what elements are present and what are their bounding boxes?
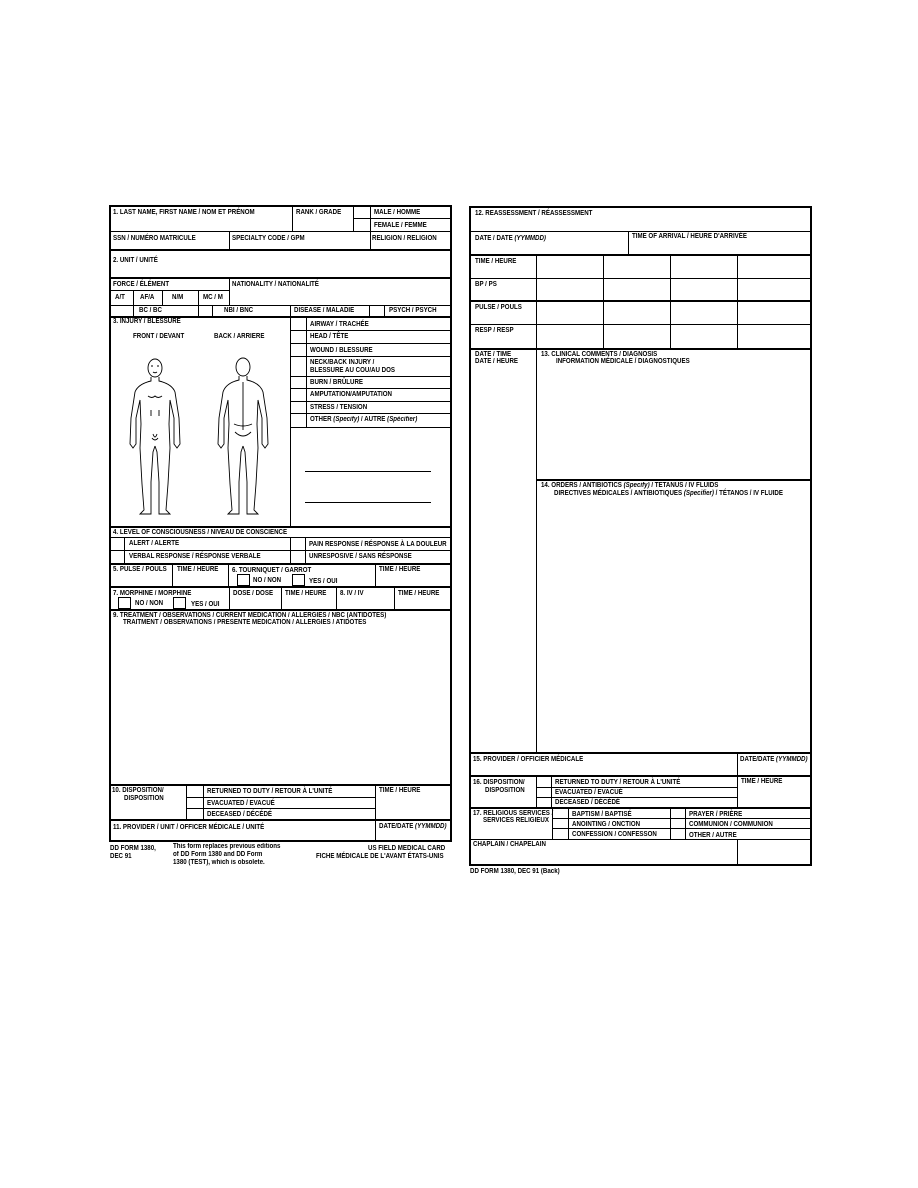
consciousness-label: 4. LEVEL OF CONSCIOUSNESS / NIVEAU DE CONSCIENCE: [113, 529, 288, 536]
orders-label: 14. ORDERS / ANTIBIOTICS (Specify) / TETANUS / IV FLUIDS: [541, 482, 719, 489]
back-view-label: BACK / ARRIERE: [214, 333, 265, 340]
date-time-label: DATE / TIME: [475, 351, 512, 358]
unit-label: 2. UNIT / UNITÉ: [113, 257, 158, 264]
back-provider-label: 15. PROVIDER / OFFICIER MÉDICALE: [473, 756, 584, 763]
back-disposition-label-fr: DISPOSITION: [485, 787, 525, 794]
treatment-area[interactable]: [110, 628, 451, 783]
vitals-resp-label: RESP / RESP: [475, 327, 514, 334]
disease-option[interactable]: DISEASE / MALADIE: [294, 307, 355, 314]
morphine-yes-label: YES / OUI: [191, 601, 220, 608]
chaplain-label: CHAPLAIN / CHAPELAIN: [473, 841, 546, 848]
ssn-label: SSN / NUMÉRO MATRICULE: [113, 235, 196, 242]
other-specify-line-1[interactable]: [305, 471, 431, 472]
treatment-label-fr: TRAITMENT / OBSERVATIONS / PRESENTE MEDICATION / ALLERGIES / ATIDOTES: [123, 619, 367, 626]
provider-date-label: DATE/DATE (YYMMDD): [379, 823, 447, 830]
injury-head[interactable]: HEAD / TÊTE: [310, 333, 349, 340]
vitals-pulse-label: PULSE / POULS: [475, 304, 522, 311]
bc-option[interactable]: BC / BC: [139, 307, 162, 314]
back-disp-time-label: TIME / HEURE: [741, 778, 783, 785]
rel-communion[interactable]: COMMUNION / COMMUNION: [689, 821, 773, 828]
other-specify-line-2[interactable]: [305, 502, 431, 503]
injury-label: 3. INJURY / BLESSURE: [113, 318, 181, 325]
nationality-label: NATIONALITY / NATIONALITÉ: [232, 281, 319, 288]
injury-stress[interactable]: STRESS / TENSION: [310, 404, 368, 411]
back-provider-date-label: DATE/DATE (YYMMDD): [740, 756, 808, 763]
rank-label: RANK / GRADE: [296, 209, 342, 216]
injury-amputation[interactable]: AMPUTATION/AMPUTATION: [310, 391, 393, 398]
last-name-label: 1. LAST NAME, FIRST NAME / NOM ET PRÉNOM: [113, 209, 255, 216]
morphine-no-checkbox[interactable]: [118, 597, 131, 609]
female-option[interactable]: FEMALE / FEMME: [374, 222, 427, 229]
nbi-option[interactable]: NBI / BNC: [224, 307, 254, 314]
mcm-option[interactable]: MC / M: [203, 294, 223, 301]
clinical-comments-area[interactable]: [537, 368, 811, 479]
back-disp-evacuated[interactable]: EVACUATED / EVACUÉ: [555, 789, 623, 796]
at-option[interactable]: A/T: [115, 294, 125, 301]
dose-label: DOSE / DOSE: [233, 590, 274, 597]
loc-unresponsive[interactable]: UNRESPOSIVE / SANS RÉSPONSE: [309, 553, 412, 560]
clinical-comments-label-fr: INFORMATION MÉDICALE / DIAGNOSTIQUES: [556, 358, 690, 365]
injury-other[interactable]: OTHER (Specify) / AUTRE (Spécifier): [310, 416, 418, 423]
orders-area[interactable]: [537, 500, 811, 750]
pulse-label: 5. PULSE / POULS: [113, 566, 167, 573]
back-disp-deceased[interactable]: DECEASED / DÉCÉDÉ: [555, 799, 621, 806]
psych-option[interactable]: PSYCH / PSYCH: [389, 307, 437, 314]
orders-label-fr: DIRECTIVES MÉDICALES / ANTIBIOTIQUES (Specifier) / TÉTANOS / IV FLUIDE: [554, 490, 783, 497]
disp-time-label: TIME / HEURE: [379, 787, 421, 794]
morphine-yes-checkbox[interactable]: [173, 597, 186, 609]
morphine-label: 7. MORPHINE / MORPHINE: [113, 590, 192, 597]
treatment-label: 9. TREATMENT / OBSERVATIONS / CURRENT MEDICATION / ALLERGIES / NBC (ANTIDOTES): [113, 612, 387, 619]
nm-option[interactable]: N/M: [172, 294, 184, 301]
religious-label: 17. RELIGIOUS SERVICES /: [473, 810, 554, 817]
tourniquet-label: 6. TOURNIQUET / GARROT: [232, 567, 312, 574]
rel-other[interactable]: OTHER / AUTRE: [689, 832, 737, 839]
loc-pain[interactable]: PAIN RESPONSE / RÉSPONSE À LA DOULEUR: [309, 541, 447, 548]
replaces-note-2: of DD Form 1380 and DD Form: [173, 851, 263, 858]
back-disp-returned[interactable]: RETURNED TO DUTY / RETOUR À L'UNITÉ: [555, 779, 681, 786]
reassessment-label: 12. REASSESSMENT / RÉASSESSMENT: [475, 210, 593, 217]
body-diagram[interactable]: [122, 352, 290, 516]
morphine-time-label: TIME / HEURE: [285, 590, 327, 597]
replaces-note-3: 1380 (TEST), which is obsolete.: [173, 859, 265, 866]
arrival-time-label: TIME OF ARRIVAL / HEURE D'ARRIVÉE: [632, 233, 747, 240]
tourniquet-no-label: NO / NON: [253, 577, 282, 584]
loc-verbal[interactable]: VERBAL RESPONSE / RÉSPONSE VERBALE: [129, 553, 261, 560]
front-view-label: FRONT / DEVANT: [133, 333, 185, 340]
reassess-date-label: DATE / DATE (YYMMDD): [475, 235, 546, 242]
morphine-no-label: NO / NON: [135, 600, 164, 607]
tourniquet-yes-label: YES / OUI: [309, 578, 338, 585]
clinical-comments-label: 13. CLINICAL COMMENTS / DIAGNOSIS: [541, 351, 658, 358]
tourniquet-no-checkbox[interactable]: [237, 574, 250, 586]
male-option[interactable]: MALE / HOMME: [374, 209, 421, 216]
disp-deceased[interactable]: DECEASED / DÉCÉDÉ: [207, 811, 273, 818]
injury-neck-back[interactable]: NECK/BACK INJURY /: [310, 359, 375, 366]
afa-option[interactable]: AF/A: [140, 294, 155, 301]
vitals-bp-label: BP / PS: [475, 281, 497, 288]
tourniquet-time-label: TIME / HEURE: [379, 566, 421, 573]
injury-airway[interactable]: AIRWAY / TRACHÉE: [310, 321, 369, 328]
rel-confession[interactable]: CONFESSION / CONFESSON: [572, 831, 657, 838]
disposition-label: 10. DISPOSITION/: [112, 787, 164, 794]
religion-label: RELIGION / RELIGION: [372, 235, 437, 242]
replaces-note-1: This form replaces previous editions: [173, 843, 281, 850]
disp-returned[interactable]: RETURNED TO DUTY / RETOUR À L'UNITÉ: [207, 788, 333, 795]
back-body-figure: [218, 358, 268, 514]
vitals-time-label: TIME / HEURE: [475, 258, 517, 265]
card-title-fr: FICHE MÉDICALE DE L'AVANT ÉTATS-UNIS: [316, 853, 444, 860]
card-title: US FIELD MEDICAL CARD: [368, 845, 446, 852]
date-time-label-fr: DATE / HEURE: [475, 358, 519, 365]
rel-anointing[interactable]: ANOINTING / ONCTION: [572, 821, 641, 828]
iv-label: 8. IV / IV: [340, 590, 364, 597]
pulse-time-label: TIME / HEURE: [177, 566, 219, 573]
injury-wound[interactable]: WOUND / BLESSURE: [310, 347, 373, 354]
religious-label-fr: SERVICES RELIGIEUX: [483, 817, 549, 824]
iv-time-label: TIME / HEURE: [398, 590, 440, 597]
form-date: DEC 91: [110, 853, 132, 860]
specialty-code-label: SPECIALTY CODE / GPM: [232, 235, 305, 242]
force-label: FORCE / ÉLÉMENT: [113, 281, 170, 288]
tourniquet-yes-checkbox[interactable]: [292, 574, 305, 586]
front-body-figure: [130, 359, 180, 514]
injury-neck-back-fr: BLESSURE AU COU/AU DOS: [310, 367, 396, 374]
loc-alert[interactable]: ALERT / ALERTE: [129, 540, 180, 547]
back-footer: DD FORM 1380, DEC 91 (Back): [470, 868, 560, 875]
rel-baptism[interactable]: BAPTISM / BAPTISÉ: [572, 811, 632, 818]
provider-label: 11. PROVIDER / UNIT / OFFICER MÉDICALE / UNITÉ: [113, 824, 265, 831]
injury-burn[interactable]: BURN / BRÛLURE: [310, 379, 364, 386]
disp-evacuated[interactable]: EVACUATED / EVACUÉ: [207, 800, 275, 807]
rel-prayer[interactable]: PRAYER / PRIÈRE: [689, 811, 743, 818]
form-number: DD FORM 1380,: [110, 845, 156, 852]
back-disposition-label: 16. DISPOSITION/: [473, 779, 525, 786]
disposition-label-fr: DISPOSITION: [124, 795, 164, 802]
